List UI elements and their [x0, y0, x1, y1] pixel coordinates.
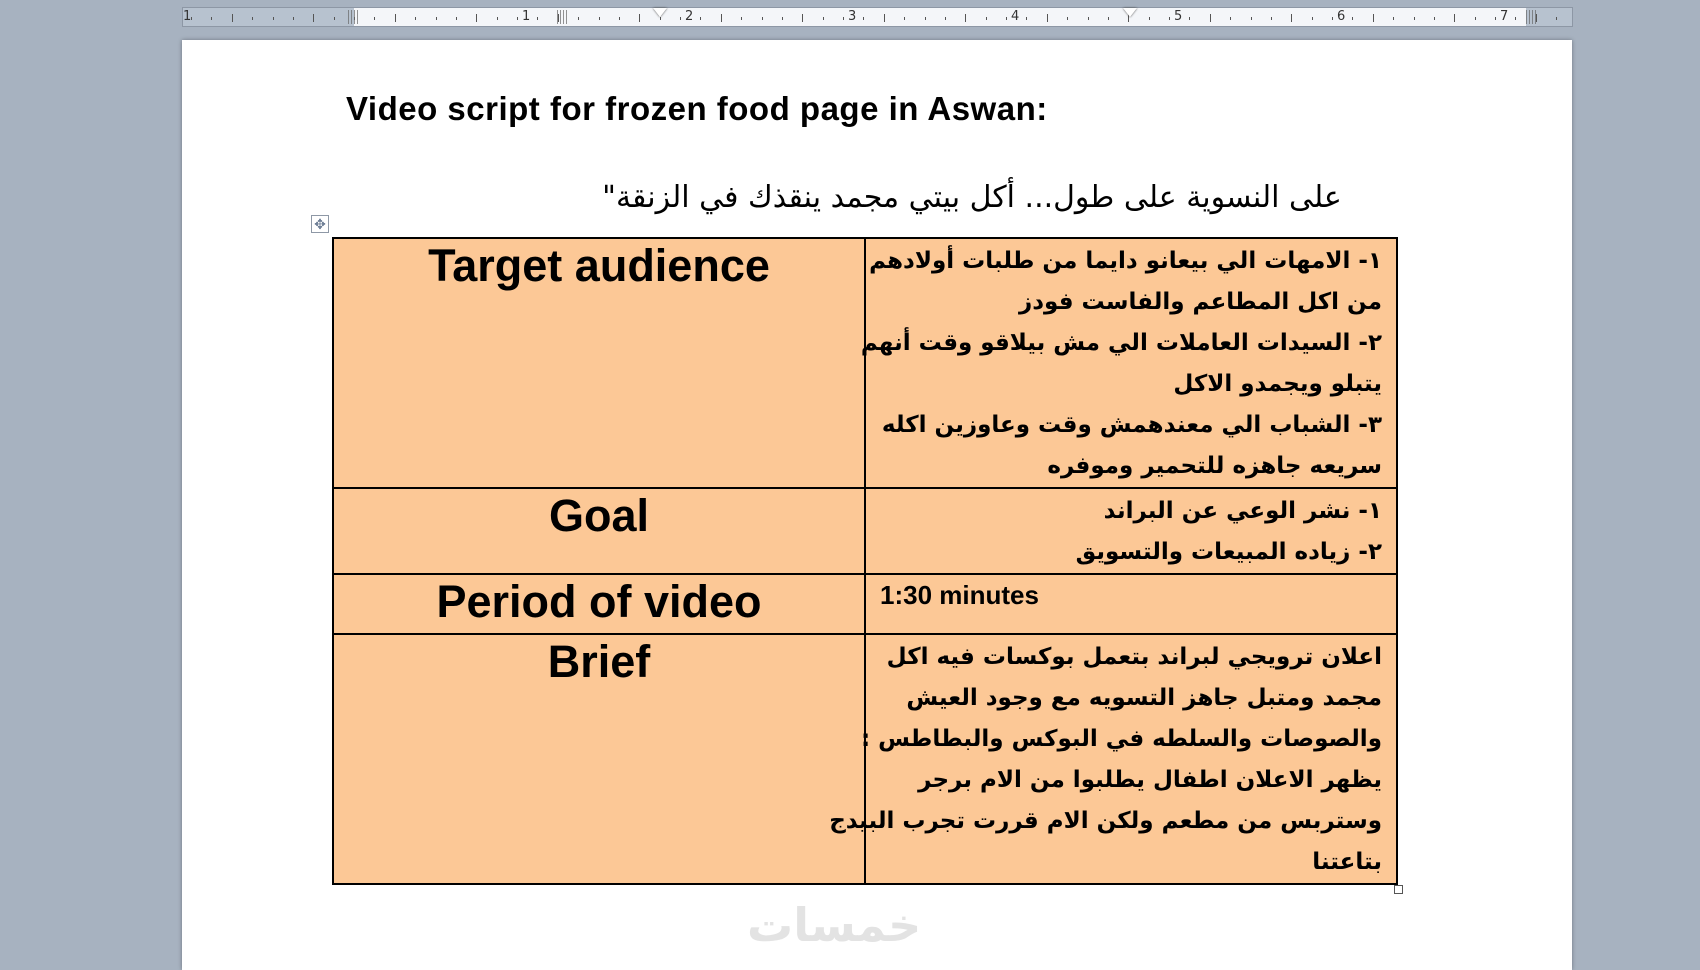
ruler-tick: [741, 17, 742, 20]
ruler-tick: [1414, 17, 1415, 20]
tab-stop-icon[interactable]: [1123, 8, 1137, 17]
list-item: اعلان ترويجي لبراند بتعمل بوكسات فيه اكل: [886, 644, 1382, 670]
first-line-indent-icon[interactable]: [653, 8, 667, 17]
ruler-tick: [1230, 17, 1231, 20]
ruler-tick: [1169, 17, 1170, 20]
ruler-tick: [293, 17, 294, 20]
ruler-tick: [436, 17, 437, 20]
ruler-tick: [823, 17, 824, 20]
ruler-tick: [802, 14, 803, 22]
ruler-tick: [762, 17, 763, 20]
ruler-tick: [334, 17, 335, 20]
document-page[interactable]: [182, 40, 1572, 970]
ruler-tick: [1475, 17, 1476, 20]
ruler-tick: [863, 17, 864, 20]
ruler-label: 5: [1174, 9, 1183, 24]
ruler-tick: [517, 17, 518, 20]
column-marker-icon[interactable]: [557, 10, 569, 24]
ruler-tick: [680, 17, 681, 20]
ruler-tick: [700, 17, 701, 20]
ruler-tick: [1108, 17, 1109, 20]
list-item: سريعه جاهزه للتحمير وموفره: [1047, 453, 1382, 479]
ruler-tick: [1006, 17, 1007, 20]
column-marker-icon[interactable]: [348, 10, 360, 24]
list-item: ٢- زياده المبيعات والتسويق: [1075, 539, 1382, 565]
ruler-tick: [1373, 14, 1374, 22]
ruler-tick: [273, 17, 274, 20]
list-item: يظهر الاعلان اطفال يطلبوا من الام برجر: [918, 767, 1382, 793]
brief-label: Brief: [333, 634, 865, 884]
table-row: [333, 634, 1397, 884]
horizontal-ruler[interactable]: [182, 7, 1573, 27]
ruler-tick: [884, 14, 885, 22]
ruler-label: 4: [1011, 9, 1020, 24]
list-item: مجمد ومتبل جاهز التسويه مع وجود العيش: [906, 685, 1382, 711]
ruler-tick: [599, 17, 600, 20]
list-item: يتبلو ويجمدو الاكل: [1173, 371, 1382, 397]
ruler-tick: [456, 17, 457, 20]
ruler-tick: [639, 14, 640, 22]
ruler-tick: [843, 17, 844, 20]
list-item: ١- نشر الوعي عن البراند: [1103, 498, 1382, 524]
ruler-tick: [1454, 14, 1455, 22]
ruler-tick: [721, 14, 722, 22]
ruler-tick: [1088, 17, 1089, 20]
ruler-tick: [313, 14, 314, 22]
ruler-label: 2: [685, 9, 694, 24]
ruler-tick: [395, 14, 396, 22]
ruler-tick: [415, 17, 416, 20]
watermark-logo: خمسات: [747, 898, 922, 952]
ruler-tick: [1556, 17, 1557, 20]
ruler-label: 1: [522, 9, 531, 24]
ruler-tick: [232, 14, 233, 22]
ruler-tick: [1291, 14, 1292, 22]
ruler-tick: [1332, 17, 1333, 20]
ruler-label: 3: [848, 9, 857, 24]
ruler-tick: [191, 17, 192, 20]
target-audience-cell[interactable]: [860, 238, 1397, 488]
ruler-label: 6: [1337, 9, 1346, 24]
table-row: [333, 488, 1397, 574]
list-item: بتاعتنا: [1312, 849, 1382, 875]
ruler-tick: [986, 17, 987, 20]
ruler-left-margin: [183, 8, 354, 26]
ruler-tick: [619, 17, 620, 20]
table-row: [333, 238, 1397, 488]
ruler-label: 1: [183, 9, 192, 24]
ruler-tick: [252, 17, 253, 20]
ruler-tick: [1434, 17, 1435, 20]
ruler-tick: [1393, 17, 1394, 20]
ruler-tick: [1047, 14, 1048, 22]
list-item: والصوصات والسلطه في البوكس والبطاطس :: [860, 726, 1382, 752]
period-label: Period of video: [333, 574, 865, 634]
ruler-tick: [1067, 17, 1068, 20]
brief-table: [332, 237, 1398, 885]
ruler-tick: [1210, 14, 1211, 22]
ruler-tick: [965, 14, 966, 22]
list-item: ١- الامهات الي بيعانو دايما من طلبات أولادهم: [869, 248, 1382, 274]
period-value: 1:30 minutes: [880, 580, 1039, 610]
ruler-tick: [945, 17, 946, 20]
ruler-tick: [1189, 17, 1190, 20]
ruler-tick: [925, 17, 926, 20]
ruler-tick: [1026, 17, 1027, 20]
goal-label: Goal: [333, 488, 865, 574]
period-cell[interactable]: [865, 574, 1397, 634]
document-title: Video script for frozen food page in Aswan:: [346, 90, 1048, 127]
list-item: من اكل المطاعم والفاست فودز: [1019, 289, 1382, 315]
ruler-tick: [1271, 17, 1272, 20]
ruler-tick: [374, 17, 375, 20]
ruler-tick: [476, 14, 477, 22]
list-item: ٣- الشباب الي معندهمش وقت وعاوزين اكله: [881, 412, 1382, 438]
ruler-tick: [782, 17, 783, 20]
ruler-label: 7: [1500, 9, 1509, 24]
ruler-tick: [904, 17, 905, 20]
ruler-tick: [1312, 17, 1313, 20]
ruler-tick: [211, 17, 212, 20]
table-resize-handle[interactable]: [1394, 885, 1403, 894]
list-item: وستربس من مطعم ولكن الام قررت تجرب البيدج: [829, 808, 1382, 834]
ruler-tick: [660, 17, 661, 20]
target-audience-label: Target audience: [333, 238, 865, 488]
ruler-tick: [537, 17, 538, 20]
ruler-tick: [1495, 17, 1496, 20]
ruler-tick: [1515, 17, 1516, 20]
brief-cell[interactable]: [829, 634, 1397, 884]
ruler-tick: [1352, 17, 1353, 20]
column-marker-icon[interactable]: [1526, 10, 1538, 24]
arabic-heading: على النسوية على طول... أكل بيتي مجمد ينقذك في الزنقة": [602, 180, 1342, 215]
list-item: ٢- السيدات العاملات الي مش بيلاقو وقت أنهم: [860, 330, 1382, 356]
goal-cell[interactable]: [865, 488, 1397, 574]
ruler-tick: [1251, 17, 1252, 20]
table-row: [333, 574, 1397, 634]
ruler-tick: [578, 17, 579, 20]
ruler-tick: [1149, 17, 1150, 20]
table-move-icon[interactable]: ✥: [311, 215, 329, 233]
ruler-tick: [497, 17, 498, 20]
